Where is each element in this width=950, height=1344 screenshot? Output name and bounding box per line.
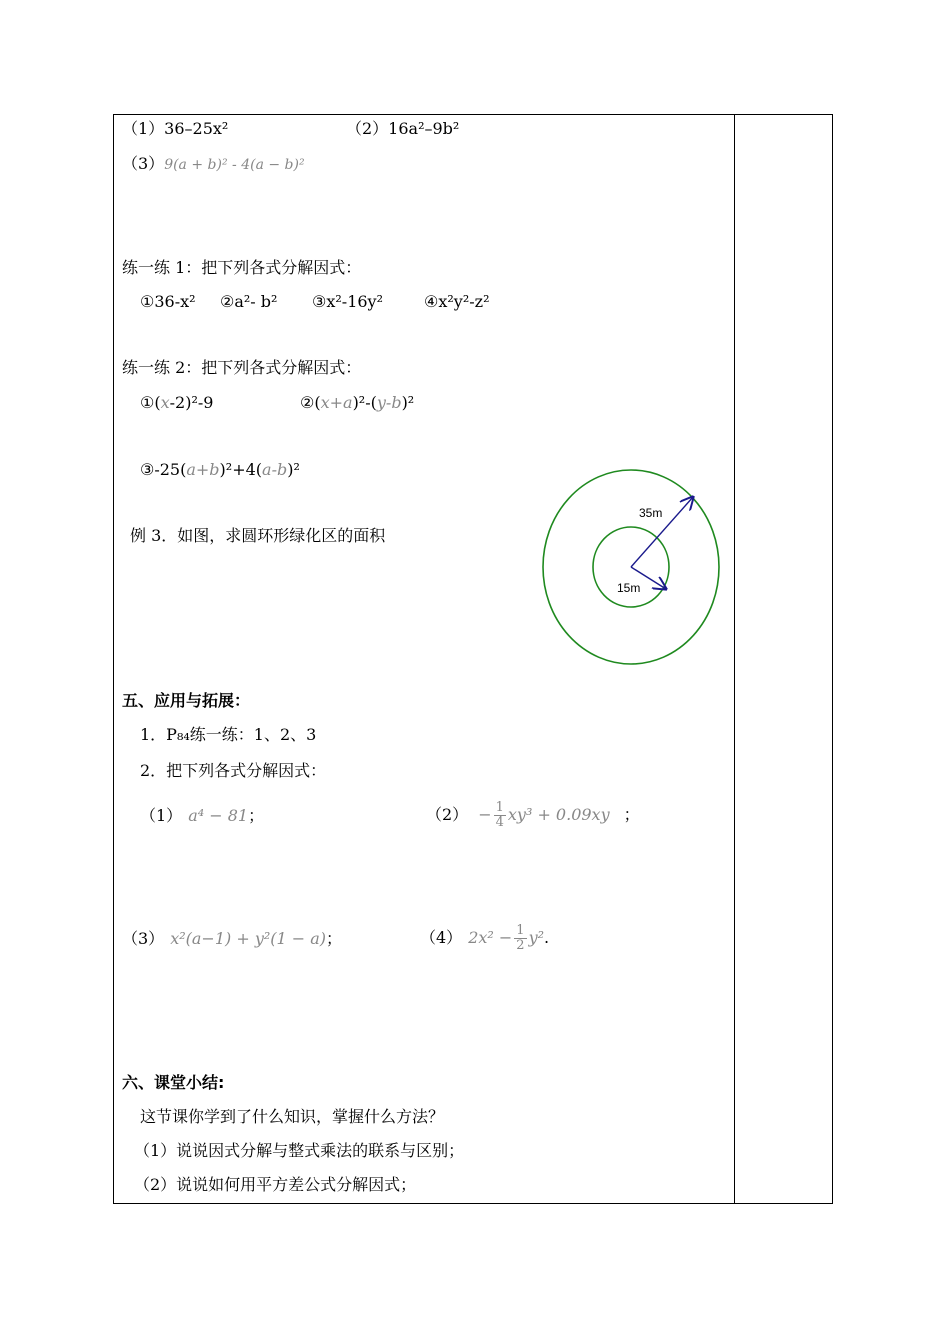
summary-line-2: （1）说说因式分解与整式乘法的联系与区别； — [134, 1141, 465, 1160]
summary-line-3: （2）说说如何用平方差公式分解因式； — [134, 1175, 417, 1194]
problem-2: （2） − $\frac{1}{4}$ xy³ + 0.09xy ； — [426, 800, 640, 830]
example-3-question: 例 3．如图，求圆环形绿化区的面积 — [130, 526, 386, 545]
example-3-label: （3） — [122, 154, 165, 173]
practice-2-item-1: ①(x-2)²-9 — [140, 393, 214, 412]
practice-1-item-1: ①36-x² — [140, 292, 196, 311]
example-2: （2）16a²–9b² — [346, 119, 460, 138]
section-6-heading: 六、课堂小结: — [122, 1073, 225, 1092]
section-5-item-2: 2．把下列各式分解因式： — [140, 761, 327, 780]
practice-1-item-3: ③x²-16y² — [312, 292, 383, 311]
example-3-expr: 9(a + b)² - 4(a − b)² — [164, 157, 305, 173]
fraction-one-quarter: $\frac{1}{4}$ — [495, 800, 504, 830]
fraction-one-half: $\frac{1}{2}$ — [516, 923, 525, 953]
practice-1-title: 练一练 1：把下列各式分解因式： — [122, 258, 362, 277]
column-divider — [734, 115, 735, 1203]
practice-2-title: 练一练 2：把下列各式分解因式： — [122, 358, 362, 377]
problem-4: （4） 2x² − $\frac{1}{2}$ y². — [420, 923, 550, 953]
inner-radius-label: 15m — [617, 581, 641, 595]
example-1: （1）36–25x² — [122, 119, 229, 138]
practice-1-item-4: ④x²y²-z² — [424, 292, 490, 311]
section-5-heading: 五、应用与拓展： — [122, 691, 251, 710]
practice-2-item-2: ②(x+a)²-(y-b)² — [300, 393, 415, 412]
section-5-item-1: 1．P₈₄练一练：1、2、3 — [140, 725, 317, 744]
practice-1-item-2: ②a²- b² — [220, 292, 278, 311]
summary-line-1: 这节课你学到了什么知识，掌握什么方法？ — [140, 1107, 445, 1126]
problem-3: （3） x²(a−1) + y²(1 − a)； — [122, 929, 343, 948]
practice-2-item-3: ③-25(a+b)²+4(a-b)² — [140, 460, 300, 479]
example-3 — [122, 154, 305, 175]
outer-radius-label: 35m — [639, 506, 663, 520]
problem-1: （1） a⁴ − 81； — [140, 806, 265, 825]
annulus-diagram — [535, 465, 730, 670]
